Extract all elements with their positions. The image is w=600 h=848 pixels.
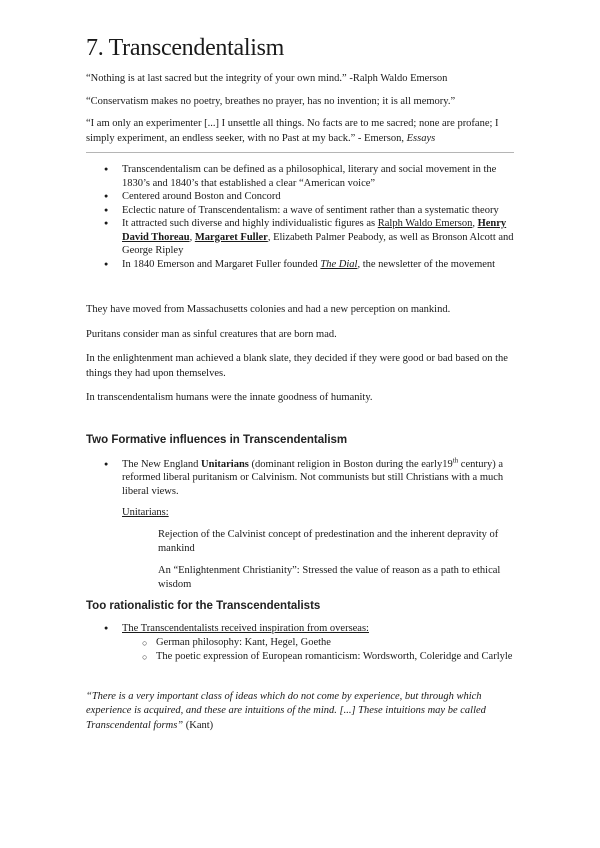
kant-quote	[86, 690, 514, 734]
list-item: ● The Transcendentalists received inspiration from overseas:	[86, 622, 514, 636]
unitarian-point-predestination: Rejection of the Calvinist concept of predestination and the inherent depravity of mankind	[158, 529, 499, 554]
paragraph: In transcendentalism humans were the innate goodness of humanity.	[86, 392, 373, 403]
link-fuller[interactable]: Margaret Fuller	[194, 231, 268, 243]
text-run: , the newsletter of the movement	[357, 258, 496, 270]
page-title: 7. Transcendentalism	[86, 35, 284, 61]
list-item	[86, 258, 514, 272]
list-item: ● Transcendentalism can be defined as a philosophical, literary and social movement in the 1830’s and 1840’s that established a clear “American voice”	[86, 163, 514, 190]
list-item: ● Centered around Boston and Concord	[86, 190, 514, 204]
text-run: century) a reformed liberal puritanism or Calvinism. Not communists but still Christians with a much liberal views.	[122, 458, 504, 497]
inspiration-sub-list	[86, 636, 514, 664]
text-run: ,	[189, 231, 195, 243]
quote-source: Essays	[406, 132, 436, 144]
horizontal-divider	[86, 152, 514, 153]
list-item: ○ The poetic expression of European romanticism: Wordsworth, Coleridge and Carlyle	[122, 650, 514, 664]
inspiration-bullet-list	[86, 622, 514, 636]
quote-experimenter	[86, 117, 514, 146]
paragraph: In the enlightenment man achieved a blank slate, they decided if they were good or bad based on the things they had upon themselves.	[86, 353, 508, 379]
quote-emerson-integrity: “Nothing is at last sacred but the integrity of your own mind.” -Ralph Waldo Emerson	[86, 73, 448, 84]
quote-conservatism: “Conservatism makes no poetry, breathes no prayer, has no invention; it is all memory.”	[86, 95, 456, 107]
overview-bullet-list	[86, 163, 514, 271]
link-the-dial[interactable]: The Dial	[320, 258, 358, 270]
text-run: In 1840 Emerson and Margaret Fuller founded	[122, 258, 321, 270]
list-item	[86, 458, 514, 499]
unitarians-bold: Unitarians	[201, 458, 249, 470]
text-run: ,	[472, 218, 478, 229]
text-run: The New England	[122, 458, 202, 470]
paragraph: They have moved from Massachusetts colonies and had a new perception on mankind.	[86, 304, 451, 315]
list-item: ● Eclectic nature of Transcendentalism: a wave of sentiment rather than a systematic theory	[86, 204, 514, 218]
kant-attribution: (Kant)	[183, 719, 214, 731]
document-page	[86, 30, 514, 733]
text-run: , Elizabeth Palmer Peabody, as well as Bronson Alcott and George Ripley	[122, 231, 514, 256]
quote-experimenter-text: “I am only an experimenter [...] I unsettle all things. No facts are to me sacred; none are profane; I simply experiment, an endless seeker, with no Past at my back.” - Emerson,	[86, 118, 499, 144]
kant-quote-text: “There is a very important class of ideas which do not come by experience, but through which experience is acquired, and these are intuitions of the mind. [...] These intuitions may be called Transcendental forms”	[86, 690, 486, 731]
link-emerson[interactable]: Ralph Waldo Emerson	[377, 218, 473, 229]
paragraph: Puritans consider man as sinful creatures that are born mad.	[86, 328, 337, 340]
list-item: ○ German philosophy: Kant, Hegel, Goethe	[122, 636, 514, 650]
section-heading-too-rationalistic: Too rationalistic for the Transcendentalists	[86, 600, 321, 612]
unitarian-point-enlightenment: An “Enlightenment Christianity”: Stressed the value of reason as a path to ethical wisdom	[158, 565, 501, 590]
text-run: It attracted such diverse and highly individualistic figures as	[122, 218, 378, 229]
superscript: th	[452, 456, 459, 464]
text-run: (dominant religion in Boston during the early19	[248, 458, 453, 470]
list-item	[86, 217, 514, 258]
link-thoreau[interactable]: Henry David Thoreau	[122, 218, 507, 243]
formative-bullet-list	[86, 458, 514, 499]
unitarians-label: Unitarians:	[122, 507, 169, 518]
section-heading-formative-influences: Two Formative influences in Transcendentalism	[86, 433, 348, 446]
